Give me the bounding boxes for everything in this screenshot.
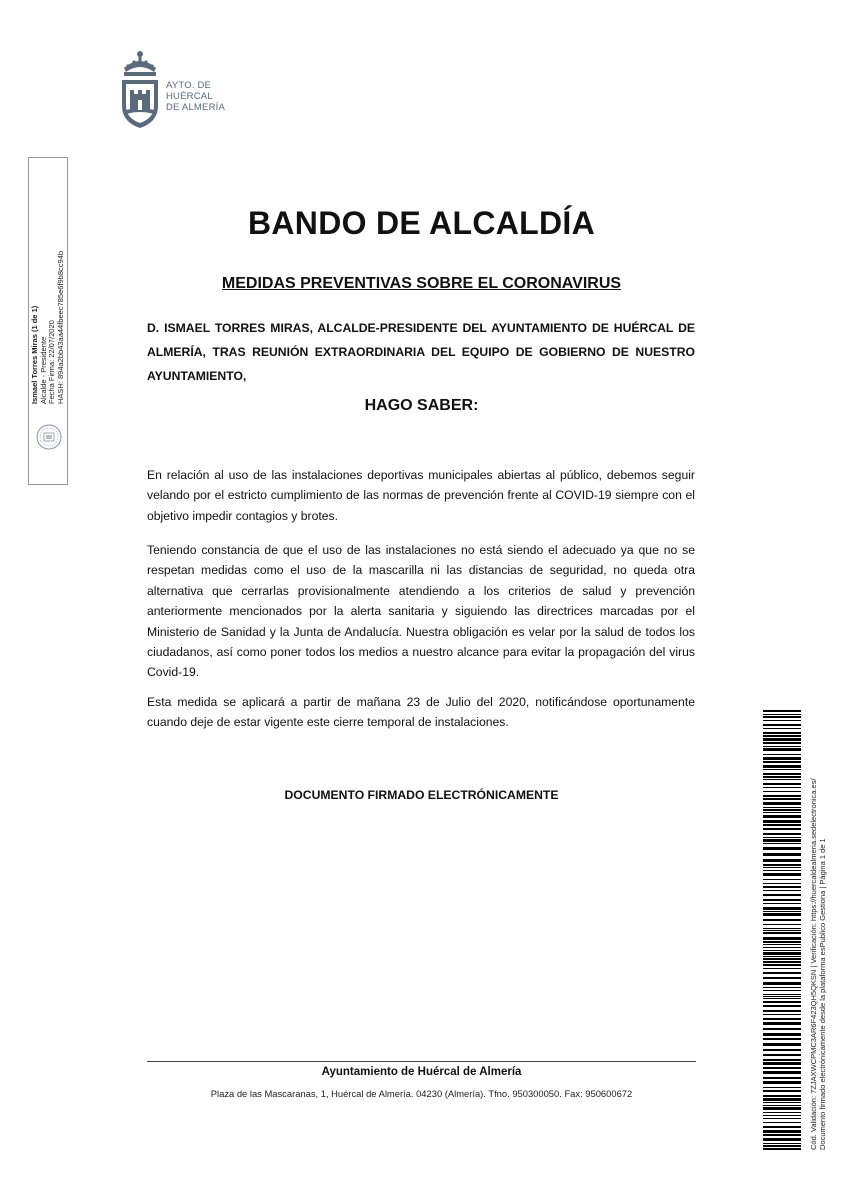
verification-block bbox=[810, 778, 828, 1150]
verification-code: Cód. Validación: 7ZJAXWCPMC3AR6F423QH5QKSN | Verificación: https://huercaldealmeria.sedelectronica.es/ bbox=[809, 778, 818, 1150]
logo-line: DE ALMERÍA bbox=[166, 102, 226, 113]
signature-hash: HASH: 894a2bb43aa44fbeec785e6f9b8cc94b bbox=[55, 250, 65, 404]
document-title: BANDO DE ALCALDÍA bbox=[247, 205, 595, 241]
signed-note: DOCUMENTO FIRMADO ELECTRÓNICAMENTE bbox=[284, 788, 559, 802]
signer-name: Ismael Torres Miras (1 de 1) bbox=[30, 305, 39, 404]
signature-block bbox=[31, 251, 65, 404]
hago-saber-heading: HAGO SABER: bbox=[364, 397, 479, 414]
seal-icon bbox=[36, 424, 62, 450]
footer-organization: Ayuntamiento de Huércal de Almería bbox=[321, 1066, 522, 1078]
document-subtitle: MEDIDAS PREVENTIVAS SOBRE EL CORONAVIRUS bbox=[221, 275, 622, 292]
logo-text bbox=[166, 80, 225, 113]
body-paragraph: Teniendo constancia de que el uso de las instalaciones no está siendo el adecuado ya que no se respetan medidas como el uso de la mascarilla ni las distancias de seguridad, no queda otra alternativa que cerrarlas provisionalmente atendiendo a los criterios de salud y prevención anteriormente mencionados por la alerta sanitaria y siguiendo las directrices marcadas por el Ministerio de Sanidad y la Junta de Andalucía. Nuestra obligación es velar por la salud de todos los ciudadanos, así como poner todos los medios a nuestro alcance para evitar la propagación del virus Covid-19. bbox=[147, 543, 695, 680]
footer-divider bbox=[147, 1061, 696, 1062]
logo-line: HUÉRCAL bbox=[166, 91, 213, 102]
signature-date: Fecha Firma: 22/07/2020 bbox=[47, 320, 57, 404]
coat-of-arms-icon bbox=[118, 50, 162, 130]
intro-paragraph: D. ISMAEL TORRES MIRAS, ALCALDE-PRESIDENTE DEL AYUNTAMIENTO DE HUÉRCAL DE ALMERÍA, TRAS REUNIÓN EXTRAORDINARIA DEL EQUIPO DE GOBIERNO DE NUESTRO AYUNTAMIENTO, bbox=[147, 321, 695, 383]
footer-address: Plaza de las Mascaranas, 1, Huércal de Almería. 04230 (Almería). Tfno. 950300050. Fax: 950600672 bbox=[210, 1088, 633, 1099]
body-paragraph: Esta medida se aplicará a partir de mañana 23 de Julio del 2020, notificándose oportunamente cuando deje de estar vigente este cierre temporal de instalaciones. bbox=[147, 695, 695, 730]
body-paragraph: En relación al uso de las instalaciones deportivas municipales abiertas al público, debemos seguir velando por el estricto cumplimiento de las normas de prevención frente al COVID-19 siempre con el objetivo impedir contagios y brotes. bbox=[147, 468, 695, 523]
municipality-logo bbox=[118, 50, 248, 130]
platform-note: Documento firmado electrónicamente desde la plataforma esPublico Gestiona | Página 1 de 1 bbox=[817, 838, 827, 1150]
signer-role: Alcalde - Presidente bbox=[38, 336, 48, 404]
logo-line: AYTO. DE bbox=[166, 80, 212, 91]
barcode-icon bbox=[763, 710, 801, 1150]
